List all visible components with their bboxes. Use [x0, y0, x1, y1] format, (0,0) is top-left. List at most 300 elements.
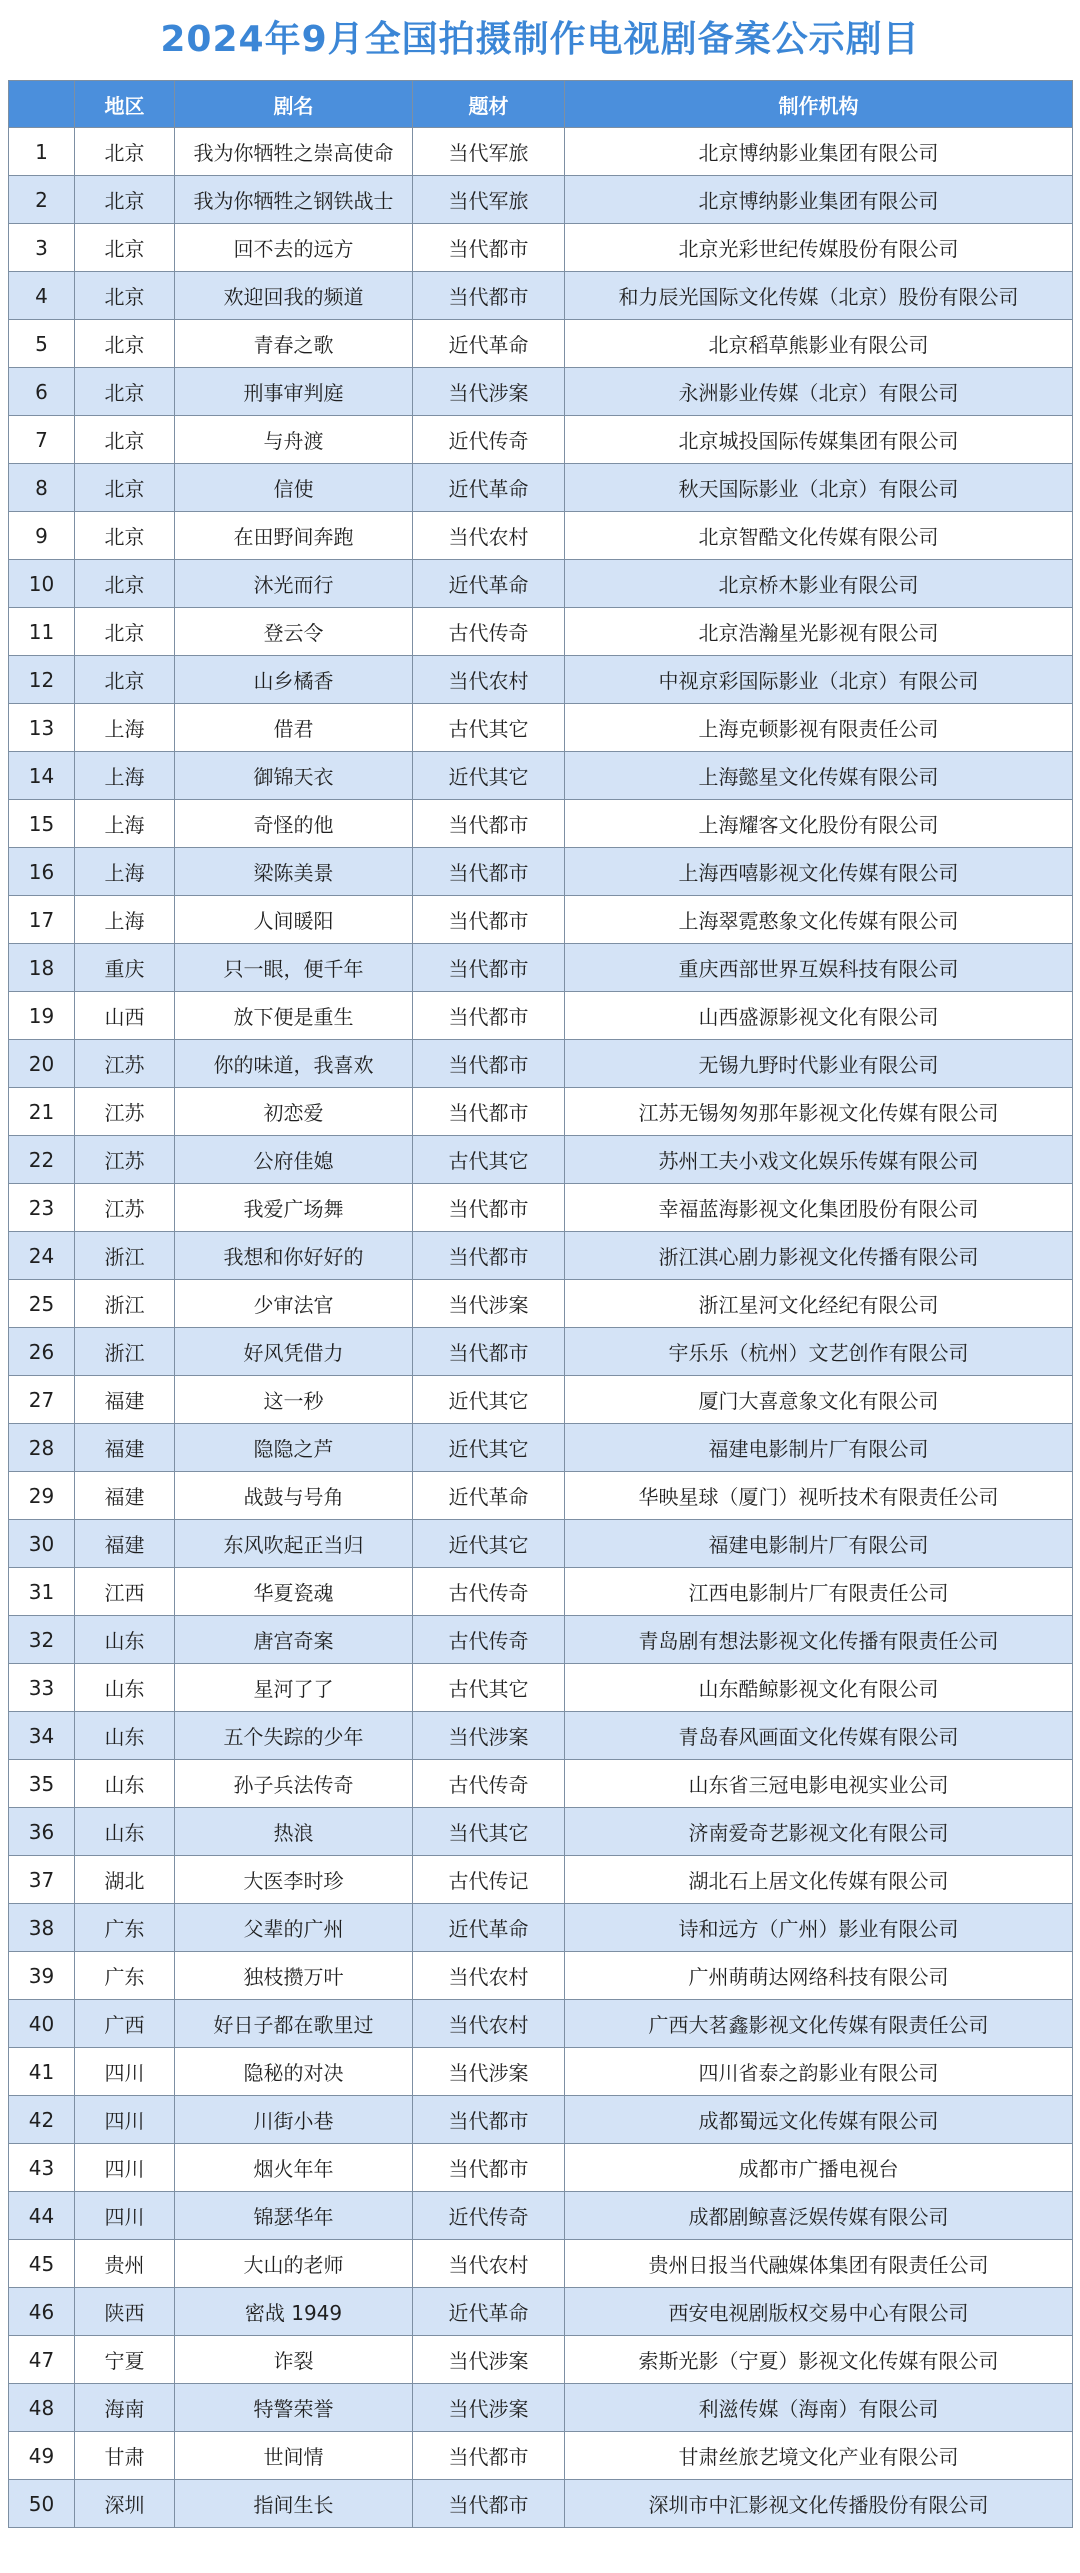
cell-drama: 隐隐之芦: [175, 1424, 413, 1472]
cell-region: 上海: [75, 896, 175, 944]
cell-no: 15: [9, 800, 75, 848]
header-drama: 剧名: [175, 81, 413, 128]
cell-region: 上海: [75, 704, 175, 752]
table-row: [9, 1328, 1073, 1376]
cell-region: 上海: [75, 752, 175, 800]
table-row: [9, 704, 1073, 752]
cell-org: 诗和远方（广州）影业有限公司: [565, 1904, 1073, 1952]
cell-drama: 借君: [175, 704, 413, 752]
table-row: [9, 1136, 1073, 1184]
table-row: [9, 272, 1073, 320]
table-row: [9, 1472, 1073, 1520]
cell-drama: 东风吹起正当归: [175, 1520, 413, 1568]
cell-region: 广东: [75, 1952, 175, 2000]
table-row: [9, 1184, 1073, 1232]
table-row: [9, 608, 1073, 656]
cell-drama: 我为你牺牲之钢铁战士: [175, 176, 413, 224]
cell-org: 索斯光影（宁夏）影视文化传媒有限公司: [565, 2336, 1073, 2384]
cell-drama: 山乡橘香: [175, 656, 413, 704]
cell-genre: 当代涉案: [413, 2336, 565, 2384]
cell-drama: 特警荣誉: [175, 2384, 413, 2432]
cell-drama: 这一秒: [175, 1376, 413, 1424]
cell-region: 广西: [75, 2000, 175, 2048]
cell-no: 50: [9, 2480, 75, 2528]
cell-genre: 当代都市: [413, 1088, 565, 1136]
cell-genre: 当代都市: [413, 896, 565, 944]
drama-table: [8, 80, 1073, 2528]
table-row: [9, 1664, 1073, 1712]
cell-org: 宇乐乐（杭州）文艺创作有限公司: [565, 1328, 1073, 1376]
table-row: [9, 2432, 1073, 2480]
cell-region: 江西: [75, 1568, 175, 1616]
cell-org: 和力辰光国际文化传媒（北京）股份有限公司: [565, 272, 1073, 320]
table-row: [9, 2336, 1073, 2384]
cell-drama: 世间情: [175, 2432, 413, 2480]
cell-region: 福建: [75, 1520, 175, 1568]
cell-genre: 近代革命: [413, 560, 565, 608]
cell-genre: 当代其它: [413, 1808, 565, 1856]
cell-org: 北京光彩世纪传媒股份有限公司: [565, 224, 1073, 272]
cell-no: 35: [9, 1760, 75, 1808]
cell-drama: 父辈的广州: [175, 1904, 413, 1952]
cell-no: 14: [9, 752, 75, 800]
table-row: [9, 1712, 1073, 1760]
cell-org: 成都剧鲸喜泛娱传媒有限公司: [565, 2192, 1073, 2240]
cell-genre: 近代其它: [413, 1520, 565, 1568]
cell-drama: 我为你牺牲之崇高使命: [175, 128, 413, 176]
header-org: 制作机构: [565, 81, 1073, 128]
table-row: [9, 2048, 1073, 2096]
cell-region: 北京: [75, 272, 175, 320]
cell-genre: 当代涉案: [413, 1712, 565, 1760]
cell-org: 青岛春风画面文化传媒有限公司: [565, 1712, 1073, 1760]
cell-org: 济南爱奇艺影视文化有限公司: [565, 1808, 1073, 1856]
cell-drama: 五个失踪的少年: [175, 1712, 413, 1760]
table-row: [9, 848, 1073, 896]
cell-no: 37: [9, 1856, 75, 1904]
cell-no: 34: [9, 1712, 75, 1760]
cell-org: 永洲影业传媒（北京）有限公司: [565, 368, 1073, 416]
cell-drama: 放下便是重生: [175, 992, 413, 1040]
cell-region: 宁夏: [75, 2336, 175, 2384]
cell-drama: 欢迎回我的频道: [175, 272, 413, 320]
cell-region: 北京: [75, 320, 175, 368]
cell-no: 48: [9, 2384, 75, 2432]
cell-drama: 战鼓与号角: [175, 1472, 413, 1520]
table-row: [9, 2288, 1073, 2336]
cell-drama: 锦瑟华年: [175, 2192, 413, 2240]
cell-org: 重庆西部世界互娱科技有限公司: [565, 944, 1073, 992]
cell-no: 27: [9, 1376, 75, 1424]
cell-no: 6: [9, 368, 75, 416]
cell-region: 北京: [75, 608, 175, 656]
cell-region: 山西: [75, 992, 175, 1040]
cell-region: 江苏: [75, 1136, 175, 1184]
cell-region: 上海: [75, 848, 175, 896]
cell-org: 西安电视剧版权交易中心有限公司: [565, 2288, 1073, 2336]
cell-region: 深圳: [75, 2480, 175, 2528]
cell-genre: 当代农村: [413, 2240, 565, 2288]
cell-region: 北京: [75, 128, 175, 176]
cell-genre: 近代革命: [413, 1472, 565, 1520]
cell-drama: 华夏瓷魂: [175, 1568, 413, 1616]
cell-no: 44: [9, 2192, 75, 2240]
cell-genre: 古代其它: [413, 704, 565, 752]
cell-drama: 你的味道，我喜欢: [175, 1040, 413, 1088]
cell-region: 山东: [75, 1808, 175, 1856]
cell-genre: 当代都市: [413, 1232, 565, 1280]
cell-org: 上海耀客文化股份有限公司: [565, 800, 1073, 848]
cell-no: 47: [9, 2336, 75, 2384]
table-row: [9, 1856, 1073, 1904]
cell-genre: 古代传奇: [413, 608, 565, 656]
cell-drama: 大山的老师: [175, 2240, 413, 2288]
cell-genre: 当代都市: [413, 272, 565, 320]
cell-genre: 近代革命: [413, 2288, 565, 2336]
cell-genre: 当代都市: [413, 800, 565, 848]
cell-region: 贵州: [75, 2240, 175, 2288]
cell-region: 山东: [75, 1616, 175, 1664]
cell-region: 北京: [75, 512, 175, 560]
cell-genre: 当代都市: [413, 992, 565, 1040]
cell-region: 广东: [75, 1904, 175, 1952]
cell-no: 38: [9, 1904, 75, 1952]
cell-org: 山东酷鲸影视文化有限公司: [565, 1664, 1073, 1712]
cell-no: 43: [9, 2144, 75, 2192]
cell-drama: 沐光而行: [175, 560, 413, 608]
cell-drama: 信使: [175, 464, 413, 512]
cell-region: 上海: [75, 800, 175, 848]
cell-no: 36: [9, 1808, 75, 1856]
cell-genre: 当代都市: [413, 2144, 565, 2192]
cell-org: 秋天国际影业（北京）有限公司: [565, 464, 1073, 512]
cell-region: 四川: [75, 2048, 175, 2096]
cell-drama: 诈裂: [175, 2336, 413, 2384]
table-row: [9, 2480, 1073, 2528]
cell-no: 17: [9, 896, 75, 944]
cell-genre: 近代其它: [413, 1424, 565, 1472]
cell-region: 湖北: [75, 1856, 175, 1904]
table-row: [9, 1376, 1073, 1424]
cell-region: 北京: [75, 656, 175, 704]
cell-no: 25: [9, 1280, 75, 1328]
cell-no: 45: [9, 2240, 75, 2288]
cell-org: 北京稻草熊影业有限公司: [565, 320, 1073, 368]
table-row: [9, 1088, 1073, 1136]
cell-genre: 当代都市: [413, 224, 565, 272]
cell-org: 北京浩瀚星光影视有限公司: [565, 608, 1073, 656]
cell-org: 苏州工夫小戏文化娱乐传媒有限公司: [565, 1136, 1073, 1184]
table-row: [9, 1616, 1073, 1664]
cell-drama: 好风凭借力: [175, 1328, 413, 1376]
cell-drama: 初恋爱: [175, 1088, 413, 1136]
cell-region: 浙江: [75, 1328, 175, 1376]
cell-no: 49: [9, 2432, 75, 2480]
cell-drama: 热浪: [175, 1808, 413, 1856]
cell-genre: 近代其它: [413, 752, 565, 800]
table-row: [9, 1280, 1073, 1328]
cell-genre: 近代传奇: [413, 2192, 565, 2240]
cell-genre: 当代农村: [413, 2000, 565, 2048]
table-row: [9, 224, 1073, 272]
cell-drama: 人间暖阳: [175, 896, 413, 944]
cell-no: 10: [9, 560, 75, 608]
cell-region: 甘肃: [75, 2432, 175, 2480]
cell-genre: 当代军旅: [413, 128, 565, 176]
table-row: [9, 1424, 1073, 1472]
cell-genre: 近代革命: [413, 320, 565, 368]
table-row: [9, 2384, 1073, 2432]
cell-region: 山东: [75, 1664, 175, 1712]
cell-genre: 当代都市: [413, 2096, 565, 2144]
cell-drama: 川街小巷: [175, 2096, 413, 2144]
cell-no: 39: [9, 1952, 75, 2000]
cell-region: 四川: [75, 2144, 175, 2192]
table-header-row: [9, 81, 1073, 128]
cell-drama: 登云令: [175, 608, 413, 656]
cell-org: 湖北石上居文化传媒有限公司: [565, 1856, 1073, 1904]
table-row: [9, 1568, 1073, 1616]
cell-drama: 星河了了: [175, 1664, 413, 1712]
cell-org: 成都蜀远文化传媒有限公司: [565, 2096, 1073, 2144]
cell-region: 江苏: [75, 1040, 175, 1088]
cell-drama: 少审法官: [175, 1280, 413, 1328]
cell-org: 中视京彩国际影业（北京）有限公司: [565, 656, 1073, 704]
cell-drama: 梁陈美景: [175, 848, 413, 896]
cell-no: 41: [9, 2048, 75, 2096]
cell-org: 青岛剧有想法影视文化传播有限责任公司: [565, 1616, 1073, 1664]
table-row: [9, 320, 1073, 368]
cell-no: 11: [9, 608, 75, 656]
cell-drama: 烟火年年: [175, 2144, 413, 2192]
cell-region: 海南: [75, 2384, 175, 2432]
cell-drama: 我想和你好好的: [175, 1232, 413, 1280]
cell-no: 19: [9, 992, 75, 1040]
table-row: [9, 800, 1073, 848]
table-row: [9, 752, 1073, 800]
cell-no: 21: [9, 1088, 75, 1136]
cell-no: 31: [9, 1568, 75, 1616]
cell-region: 北京: [75, 464, 175, 512]
cell-region: 重庆: [75, 944, 175, 992]
page-title: 2024年9月全国拍摄制作电视剧备案公示剧目: [160, 19, 920, 60]
cell-genre: 古代传记: [413, 1856, 565, 1904]
cell-region: 福建: [75, 1424, 175, 1472]
cell-no: 20: [9, 1040, 75, 1088]
cell-no: 9: [9, 512, 75, 560]
cell-org: 上海西嘻影视文化传媒有限公司: [565, 848, 1073, 896]
cell-genre: 当代农村: [413, 1952, 565, 2000]
cell-org: 无锡九野时代影业有限公司: [565, 1040, 1073, 1088]
cell-drama: 大医李时珍: [175, 1856, 413, 1904]
cell-drama: 好日子都在歌里过: [175, 2000, 413, 2048]
cell-no: 18: [9, 944, 75, 992]
cell-org: 江西电影制片厂有限责任公司: [565, 1568, 1073, 1616]
cell-region: 江苏: [75, 1088, 175, 1136]
cell-no: 22: [9, 1136, 75, 1184]
table-row: [9, 992, 1073, 1040]
table-row: [9, 2192, 1073, 2240]
cell-org: 北京博纳影业集团有限公司: [565, 176, 1073, 224]
cell-org: 浙江淇心剧力影视文化传播有限公司: [565, 1232, 1073, 1280]
cell-genre: 当代都市: [413, 2480, 565, 2528]
cell-no: 30: [9, 1520, 75, 1568]
cell-org: 深圳市中汇影视文化传播股份有限公司: [565, 2480, 1073, 2528]
cell-drama: 回不去的远方: [175, 224, 413, 272]
cell-no: 40: [9, 2000, 75, 2048]
cell-genre: 当代都市: [413, 1040, 565, 1088]
cell-no: 3: [9, 224, 75, 272]
cell-region: 四川: [75, 2192, 175, 2240]
cell-region: 四川: [75, 2096, 175, 2144]
cell-region: 北京: [75, 416, 175, 464]
table-row: [9, 1760, 1073, 1808]
header-genre: 题材: [413, 81, 565, 128]
cell-no: 42: [9, 2096, 75, 2144]
cell-org: 上海克顿影视有限责任公司: [565, 704, 1073, 752]
table-row: [9, 512, 1073, 560]
table-row: [9, 2240, 1073, 2288]
cell-region: 北京: [75, 224, 175, 272]
table-row: [9, 896, 1073, 944]
cell-org: 北京智酷文化传媒有限公司: [565, 512, 1073, 560]
cell-drama: 与舟渡: [175, 416, 413, 464]
cell-no: 24: [9, 1232, 75, 1280]
cell-drama: 刑事审判庭: [175, 368, 413, 416]
cell-no: 29: [9, 1472, 75, 1520]
cell-org: 甘肃丝旅艺境文化产业有限公司: [565, 2432, 1073, 2480]
table-row: [9, 464, 1073, 512]
table-body: [9, 128, 1073, 2528]
header-region: 地区: [75, 81, 175, 128]
cell-region: 山东: [75, 1760, 175, 1808]
cell-drama: 隐秘的对决: [175, 2048, 413, 2096]
table-row: [9, 1808, 1073, 1856]
cell-region: 福建: [75, 1376, 175, 1424]
cell-genre: 当代涉案: [413, 2384, 565, 2432]
table-row: [9, 128, 1073, 176]
cell-no: 26: [9, 1328, 75, 1376]
cell-drama: 御锦天衣: [175, 752, 413, 800]
cell-drama: 独枝攒万叶: [175, 1952, 413, 2000]
cell-org: 广西大茗鑫影视文化传媒有限责任公司: [565, 2000, 1073, 2048]
table-row: [9, 368, 1073, 416]
cell-org: 山东省三冠电影电视实业公司: [565, 1760, 1073, 1808]
cell-genre: 古代传奇: [413, 1616, 565, 1664]
cell-region: 北京: [75, 560, 175, 608]
cell-org: 福建电影制片厂有限公司: [565, 1424, 1073, 1472]
cell-drama: 青春之歌: [175, 320, 413, 368]
cell-org: 江苏无锡匆匆那年影视文化传媒有限公司: [565, 1088, 1073, 1136]
cell-genre: 当代涉案: [413, 368, 565, 416]
cell-genre: 古代其它: [413, 1664, 565, 1712]
cell-region: 北京: [75, 176, 175, 224]
cell-no: 33: [9, 1664, 75, 1712]
cell-no: 16: [9, 848, 75, 896]
cell-drama: 奇怪的他: [175, 800, 413, 848]
cell-org: 四川省泰之韵影业有限公司: [565, 2048, 1073, 2096]
cell-org: 华映星球（厦门）视听技术有限责任公司: [565, 1472, 1073, 1520]
cell-no: 28: [9, 1424, 75, 1472]
cell-genre: 当代都市: [413, 2432, 565, 2480]
cell-genre: 当代涉案: [413, 2048, 565, 2096]
cell-genre: 当代都市: [413, 1328, 565, 1376]
cell-genre: 当代军旅: [413, 176, 565, 224]
cell-org: 北京博纳影业集团有限公司: [565, 128, 1073, 176]
table-row: [9, 1904, 1073, 1952]
cell-region: 山东: [75, 1712, 175, 1760]
cell-no: 2: [9, 176, 75, 224]
cell-org: 幸福蓝海影视文化集团股份有限公司: [565, 1184, 1073, 1232]
cell-genre: 当代都市: [413, 848, 565, 896]
table-row: [9, 2096, 1073, 2144]
cell-drama: 在田野间奔跑: [175, 512, 413, 560]
cell-region: 浙江: [75, 1280, 175, 1328]
cell-genre: 近代革命: [413, 1904, 565, 1952]
cell-region: 北京: [75, 368, 175, 416]
cell-no: 12: [9, 656, 75, 704]
cell-no: 7: [9, 416, 75, 464]
table-row: [9, 2144, 1073, 2192]
cell-no: 5: [9, 320, 75, 368]
cell-region: 江苏: [75, 1184, 175, 1232]
cell-genre: 古代传奇: [413, 1760, 565, 1808]
cell-org: 山西盛源影视文化有限公司: [565, 992, 1073, 1040]
cell-genre: 古代传奇: [413, 1568, 565, 1616]
cell-genre: 古代其它: [413, 1136, 565, 1184]
cell-org: 利滋传媒（海南）有限公司: [565, 2384, 1073, 2432]
table-row: [9, 176, 1073, 224]
cell-no: 1: [9, 128, 75, 176]
table-row: [9, 416, 1073, 464]
table-row: [9, 656, 1073, 704]
cell-org: 上海懿星文化传媒有限公司: [565, 752, 1073, 800]
table-row: [9, 1232, 1073, 1280]
cell-org: 上海翠霓憨象文化传媒有限公司: [565, 896, 1073, 944]
cell-region: 浙江: [75, 1232, 175, 1280]
cell-no: 23: [9, 1184, 75, 1232]
cell-drama: 孙子兵法传奇: [175, 1760, 413, 1808]
cell-no: 46: [9, 2288, 75, 2336]
cell-no: 32: [9, 1616, 75, 1664]
cell-org: 北京桥木影业有限公司: [565, 560, 1073, 608]
cell-org: 成都市广播电视台: [565, 2144, 1073, 2192]
table-row: [9, 2000, 1073, 2048]
cell-drama: 我爱广场舞: [175, 1184, 413, 1232]
cell-org: 贵州日报当代融媒体集团有限责任公司: [565, 2240, 1073, 2288]
cell-drama: 唐宫奇案: [175, 1616, 413, 1664]
cell-no: 8: [9, 464, 75, 512]
table-row: [9, 1520, 1073, 1568]
cell-region: 福建: [75, 1472, 175, 1520]
cell-genre: 当代农村: [413, 656, 565, 704]
cell-drama: 公府佳媳: [175, 1136, 413, 1184]
table-row: [9, 1952, 1073, 2000]
cell-org: 福建电影制片厂有限公司: [565, 1520, 1073, 1568]
table-row: [9, 1040, 1073, 1088]
cell-org: 北京城投国际传媒集团有限公司: [565, 416, 1073, 464]
cell-genre: 当代涉案: [413, 1280, 565, 1328]
cell-org: 浙江星河文化经纪有限公司: [565, 1280, 1073, 1328]
cell-drama: 密战 1949: [175, 2288, 413, 2336]
cell-genre: 近代传奇: [413, 416, 565, 464]
cell-genre: 近代其它: [413, 1376, 565, 1424]
cell-org: 广州萌萌达网络科技有限公司: [565, 1952, 1073, 2000]
cell-genre: 当代都市: [413, 1184, 565, 1232]
cell-org: 厦门大喜意象文化有限公司: [565, 1376, 1073, 1424]
cell-drama: 指间生长: [175, 2480, 413, 2528]
cell-genre: 当代都市: [413, 944, 565, 992]
